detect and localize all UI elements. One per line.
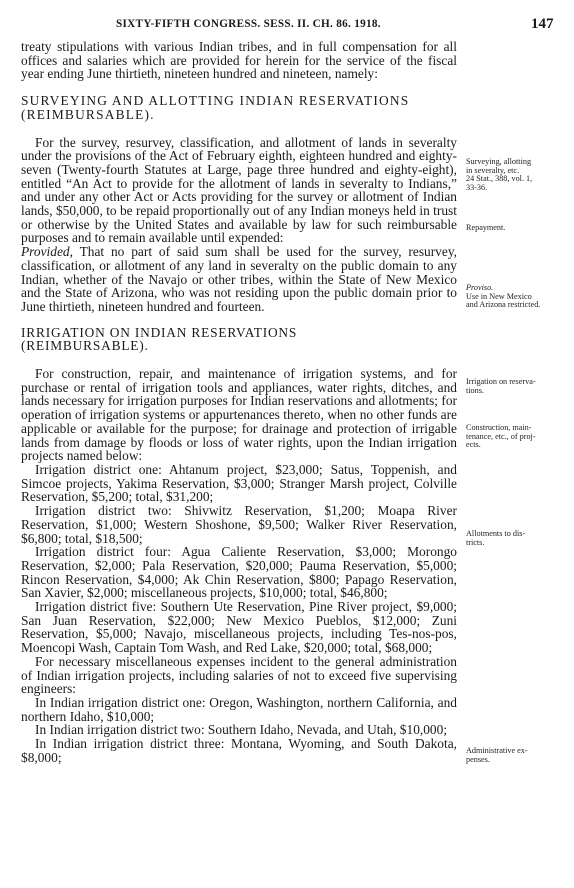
district-two-paragraph: Irrigation district two: Shivwitz Reservation, $1,200; Moapa River Reservation, $1,000; Western Shoshone, $9,500; Walker River Reservation, $6,800; total, $18,500; — [21, 503, 457, 546]
administrative-paragraph: For necessary miscellaneous expenses incident to the general administration of Indian irrigation projects, including salaries of not to exceed five supervising engineers: — [21, 653, 457, 697]
section-heading-surveying: SURVEYING AND ALLOTTING INDIAN RESERVATIONS — [21, 93, 410, 109]
district-five-paragraph: Irrigation district five: Southern Ute Reservation, Pine River project, $9,000; San Juan Reservation, $22,000; New Mexico Pueblos, $12,000; Zuni Reservation, $5,000; Navajo, miscellaneous projects, including Tes-nos-pos, Moencopi Wash, Captain Tom Wash, and Red Lake, $20,000; total, $68,000; — [21, 599, 457, 656]
proviso-text: That no part of said sum shall be used for the survey, resurvey, classification, or allotment of any land in severalty on the public domain to any Indian, whether of the Navajo or other tribes, within the State of New Mexico and the State of Arizona, who was not residing upon the public domain prior to June thirtieth, nineteen hundred and fourteen. — [21, 244, 457, 314]
page-number: 147 — [531, 16, 554, 32]
main-text-column — [21, 40, 457, 764]
proviso-paragraph — [21, 245, 457, 314]
margin-note-construction: Construction, main- tenance, etc., of proj- ects. — [466, 423, 536, 450]
engineer-district-two: In Indian irrigation district two: Southern Idaho, Nevada, and Utah, $10,000; — [35, 722, 448, 738]
district-four-paragraph: Irrigation district four: Agua Caliente Reservation, $3,000; Morongo Reservation, $2,000; Pala Reservation, $20,000; Pauma Reservation, $5,000; Rincon Reservation, $4,000; Ak Chin Reservation, $800; Papago Reservation, San Xavier, $2,000; miscellaneous projects, $10,000; total, $46,800; — [21, 544, 457, 601]
margin-note-proviso: Proviso. Use in New Mexico and Arizona restricted. — [466, 283, 541, 310]
section-heading-surveying-sub: (REIMBURSABLE). — [21, 106, 155, 122]
engineer-district-one: In Indian irrigation district one: Oregon, Washington, northern California, and northern Idaho, $10,000; — [21, 694, 457, 724]
section-heading-irrigation: IRRIGATION ON INDIAN RESERVATIONS — [21, 324, 298, 340]
margin-note-irrigation: Irrigation on reserva- tions. — [466, 377, 536, 395]
surveying-paragraph: For the survey, resurvey, classification, and allotment of lands in severalty under the provisions of the Act of February eighth, eighteen hundred and eighty-seven (Twenty-fourth Statutes at Large, page three hundred and eighty-eight), entitled “An Act to provide for the allotment of lands in severalty to Indians,” and under any other Act or Acts providing for the survey or allotment of Indian lands, $50,000, to be repaid proportionally out of any Indian moneys held in trust or otherwise by the United States and available by law for such reimbursable purposes and to remain available until expended: — [21, 134, 457, 246]
proviso-word: Provided, — [21, 244, 73, 260]
margin-note-surveying: Surveying, allotting in severalty, etc. 24 Stat., 388, vol. 1, 33-36. — [466, 157, 533, 192]
margin-note-administrative: Administrative ex- penses. — [466, 746, 528, 764]
page-header — [0, 16, 574, 38]
section-heading-irrigation-sub: (REIMBURSABLE). — [21, 338, 149, 354]
margin-note-allotments: Allotments to dis- tricts. — [466, 529, 526, 547]
margin-note-repayment: Repayment. — [466, 223, 506, 232]
district-one-paragraph: Irrigation district one: Ahtanum project, $23,000; Satus, Toppenish, and Simcoe projects, Yakima Reservation, $3,000; Stranger Marsh project, Colville Reservation, $5,200; total, $31,200; — [21, 461, 457, 505]
running-head: SIXTY-FIFTH CONGRESS. SESS. II. CH. 86. 1918. — [116, 18, 381, 30]
construction-paragraph: For construction, repair, and maintenance of irrigation systems, and for purchase or rental of irrigation tools and appliances, water rights, ditches, and lands necessary for irrigation purposes for Indian reservations and allotments; for operation of irrigation systems or appurtenances thereto, when no other funds are applicable or available for the purpose; for drainage and protection of irrigable lands from damage by floods or loss of water rights, upon the Indian irrigation projects named below: — [21, 366, 457, 464]
intro-paragraph: treaty stipulations with various Indian tribes, and in full compensation for all offices and salaries which are provided for herein for the service of the fiscal year ending June thirtieth, nineteen hundred and nineteen, namely: — [21, 39, 457, 82]
engineer-district-three: In Indian irrigation district three: Montana, Wyoming, and South Dakota, $8,000; — [21, 736, 457, 765]
